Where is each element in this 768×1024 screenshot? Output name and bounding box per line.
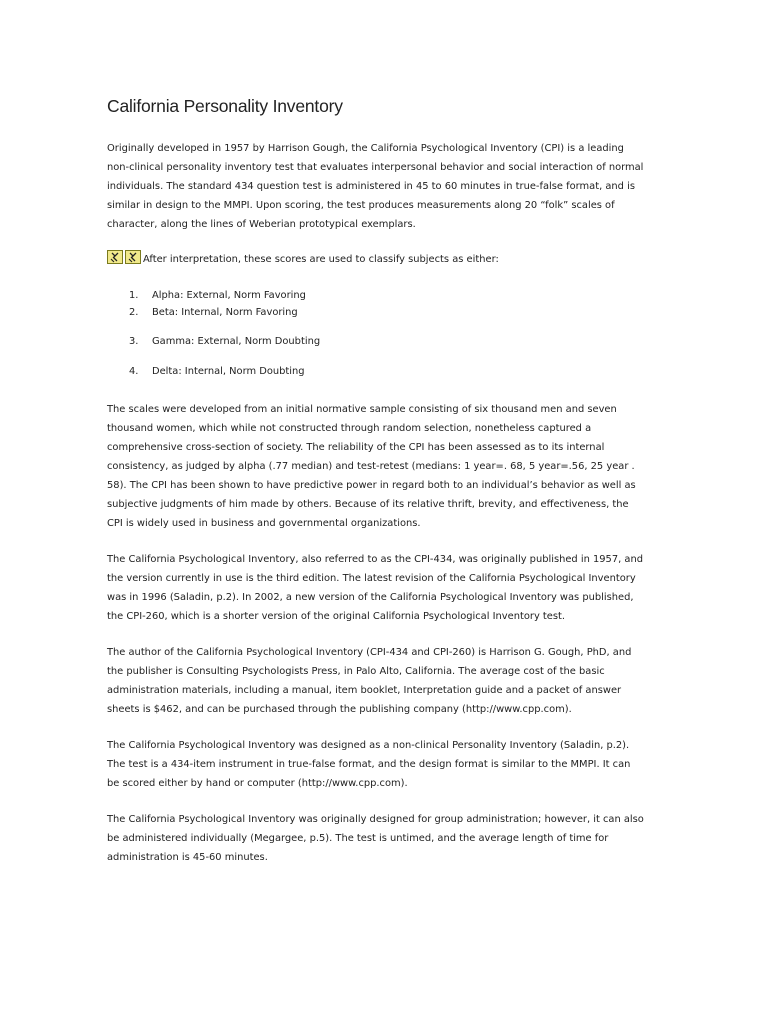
text-line: administration materials, including a manual, item booklet, Interpretation guide and a packet of answer bbox=[107, 685, 622, 696]
text-line: administration is 45-60 minutes. bbox=[107, 852, 268, 863]
text-line: The California Psychological Inventory was designed as a non-clinical Personality Inventory (Saladin, p.2). bbox=[107, 740, 630, 751]
list-number: 4. bbox=[129, 366, 139, 377]
text-line: the publisher is Consulting Psychologists Press, in Palo Alto, California. The average cost of the basic bbox=[107, 666, 605, 677]
embedded-object-icon[interactable] bbox=[125, 250, 141, 264]
paragraph-versions bbox=[107, 550, 667, 626]
paragraph-scales bbox=[107, 400, 667, 533]
text-line: The test is a 434-item instrument in true-false format, and the design format is similar to the MMPI. It can bbox=[107, 759, 631, 770]
text-line: The California Psychological Inventory was originally designed for group administration; however, it can also bbox=[107, 814, 644, 825]
text-line: thousand women, which while not constructed through random selection, nonetheless captured a bbox=[107, 423, 592, 434]
text-line: sheets is $462, and can be purchased through the publishing company (http://www.cpp.com). bbox=[107, 704, 572, 715]
list-intro-text: After interpretation, these scores are used to classify subjects as either: bbox=[143, 254, 499, 265]
list-item bbox=[129, 334, 320, 350]
list-intro bbox=[107, 250, 499, 269]
text-line: consistency, as judged by alpha (.77 median) and test-retest (medians: 1 year=. 68, 5 year=.56, 25 year . bbox=[107, 461, 635, 472]
list-text: Alpha: External, Norm Favoring bbox=[152, 290, 306, 301]
text-line: 58). The CPI has been shown to have predictive power in regard both to an individual’s behavior as well as bbox=[107, 480, 636, 491]
list-text: Gamma: External, Norm Doubting bbox=[152, 336, 321, 347]
document-title: California Personality Inventory bbox=[107, 96, 343, 116]
text-line: be scored either by hand or computer (http://www.cpp.com). bbox=[107, 778, 408, 789]
text-line: the CPI-260, which is a shorter version of the original California Psychological Inventory test. bbox=[107, 611, 566, 622]
text-line: the version currently in use is the third edition. The latest revision of the California Psychological Inventory bbox=[107, 573, 636, 584]
list-item bbox=[129, 305, 298, 321]
list-item bbox=[129, 288, 306, 304]
embedded-object-icon[interactable] bbox=[107, 250, 123, 264]
text-line: CPI is widely used in business and governmental organizations. bbox=[107, 518, 421, 529]
text-line: The scales were developed from an initial normative sample consisting of six thousand men and seven bbox=[107, 404, 617, 415]
paragraph-administration bbox=[107, 810, 667, 867]
list-number: 2. bbox=[129, 307, 139, 318]
text-line: Originally developed in 1957 by Harrison Gough, the California Psychological Inventory (CPI) is a leading bbox=[107, 143, 624, 154]
text-line: comprehensive cross-section of society. The reliability of the CPI has been assessed as to its internal bbox=[107, 442, 605, 453]
text-line: non-clinical personality inventory test that evaluates interpersonal behavior and social interaction of normal bbox=[107, 162, 644, 173]
text-line: character, along the lines of Weberian prototypical exemplars. bbox=[107, 219, 416, 230]
list-text: Delta: Internal, Norm Doubting bbox=[152, 366, 305, 377]
text-line: The California Psychological Inventory, also referred to as the CPI-434, was originally published in 1957, and bbox=[107, 554, 643, 565]
list-text: Beta: Internal, Norm Favoring bbox=[152, 307, 298, 318]
embedded-objects bbox=[107, 248, 143, 267]
list-number: 1. bbox=[129, 290, 139, 301]
text-line: The author of the California Psychological Inventory (CPI-434 and CPI-260) is Harrison G. Gough, PhD, and bbox=[107, 647, 632, 658]
paragraph-origin bbox=[107, 139, 667, 234]
paragraph-author bbox=[107, 643, 667, 719]
text-line: individuals. The standard 434 question test is administered in 45 to 60 minutes in true-false format, and is bbox=[107, 181, 635, 192]
text-line: similar in design to the MMPI. Upon scoring, the test produces measurements along 20 “folk” scales of bbox=[107, 200, 615, 211]
text-line: be administered individually (Megargee, p.5). The test is untimed, and the average length of time for bbox=[107, 833, 609, 844]
list-item bbox=[129, 364, 305, 380]
text-line: was in 1996 (Saladin, p.2). In 2002, a new version of the California Psychological Inventory was published, bbox=[107, 592, 634, 603]
text-line: subjective judgments of him made by others. Because of its relative thrift, brevity, and effectiveness, the bbox=[107, 499, 629, 510]
paragraph-design bbox=[107, 736, 667, 793]
list-number: 3. bbox=[129, 336, 139, 347]
